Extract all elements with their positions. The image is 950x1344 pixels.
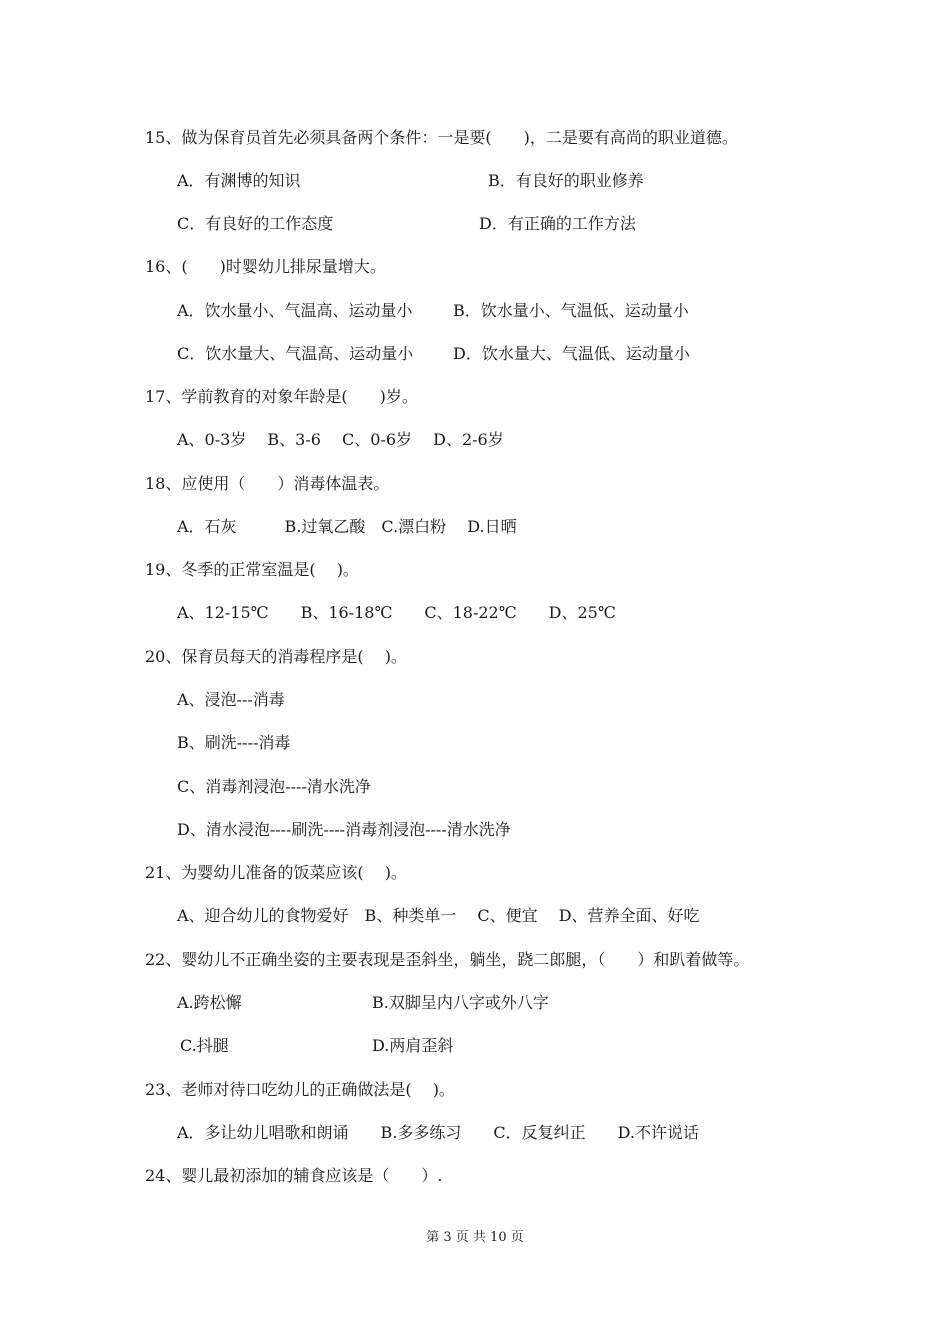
option-20-d: D、清水浸泡----刷洗----消毒剂浸泡----清水洗净 — [177, 820, 511, 839]
option-15-d: D．有正确的工作方法 — [479, 214, 636, 233]
page-footer: 第 3 页 共 10 页 — [426, 1230, 524, 1245]
option-15-a: A．有渊博的知识 — [177, 171, 301, 190]
question-17: 17、学前教育的对象年龄是( )岁。 — [145, 387, 418, 406]
question-16: 16、( )时婴幼儿排尿量增大。 — [145, 257, 386, 276]
option-22-b: B.双脚呈内八字或外八字 — [372, 993, 549, 1012]
option-22-a: A.跨松懈 — [177, 993, 242, 1012]
option-22-c: C.抖腿 — [180, 1036, 229, 1055]
question-24: 24、婴儿最初添加的辅食应该是（ ）. — [145, 1166, 443, 1185]
question-23: 23、老师对待口吃幼儿的正确做法是( )。 — [145, 1080, 455, 1099]
option-22-d: D.两肩歪斜 — [372, 1036, 454, 1055]
option-16-c: C．饮水量大、气温高、运动量小 — [177, 344, 414, 363]
option-20-c: C、消毒剂浸泡----清水洗净 — [177, 777, 371, 796]
options-23: A．多让幼儿唱歌和朗诵 B.多多练习 C．反复纠正 D.不许说话 — [177, 1123, 699, 1142]
question-21: 21、为婴幼儿准备的饭菜应该( )。 — [145, 863, 407, 882]
option-15-c: C．有良好的工作态度 — [177, 214, 334, 233]
option-20-a: A、浸泡---消毒 — [177, 690, 285, 709]
options-19: A、12-15℃ B、16-18℃ C、18-22℃ D、25℃ — [177, 603, 616, 622]
options-17: A、0-3岁 B、3-6 C、0-6岁 D、2-6岁 — [177, 430, 504, 449]
options-18: A．石灰 B.过氧乙酸 C.漂白粉 D.日晒 — [177, 517, 517, 536]
option-16-a: A．饮水量小、气温高、运动量小 — [177, 301, 413, 320]
question-19: 19、冬季的正常室温是( )。 — [145, 560, 359, 579]
question-22: 22、婴幼儿不正确坐姿的主要表现是歪斜坐，躺坐，跷二郎腿，（ ）和趴着做等。 — [145, 950, 750, 969]
question-20: 20、保育员每天的消毒程序是( )。 — [145, 647, 407, 666]
option-20-b: B、刷洗----消毒 — [177, 733, 291, 752]
question-15: 15、做为保育员首先必须具备两个条件：一是要( )，二是要有高尚的职业道德。 — [145, 128, 738, 147]
option-15-b: B．有良好的职业修养 — [488, 171, 644, 190]
option-16-b: B．饮水量小、气温低、运动量小 — [453, 301, 689, 320]
question-18: 18、应使用（ ）消毒体温表。 — [145, 474, 390, 493]
option-16-d: D．饮水量大、气温低、运动量小 — [453, 344, 690, 363]
options-21: A、迎合幼儿的食物爱好 B、种类单一 C、便宜 D、营养全面、好吃 — [177, 906, 700, 925]
